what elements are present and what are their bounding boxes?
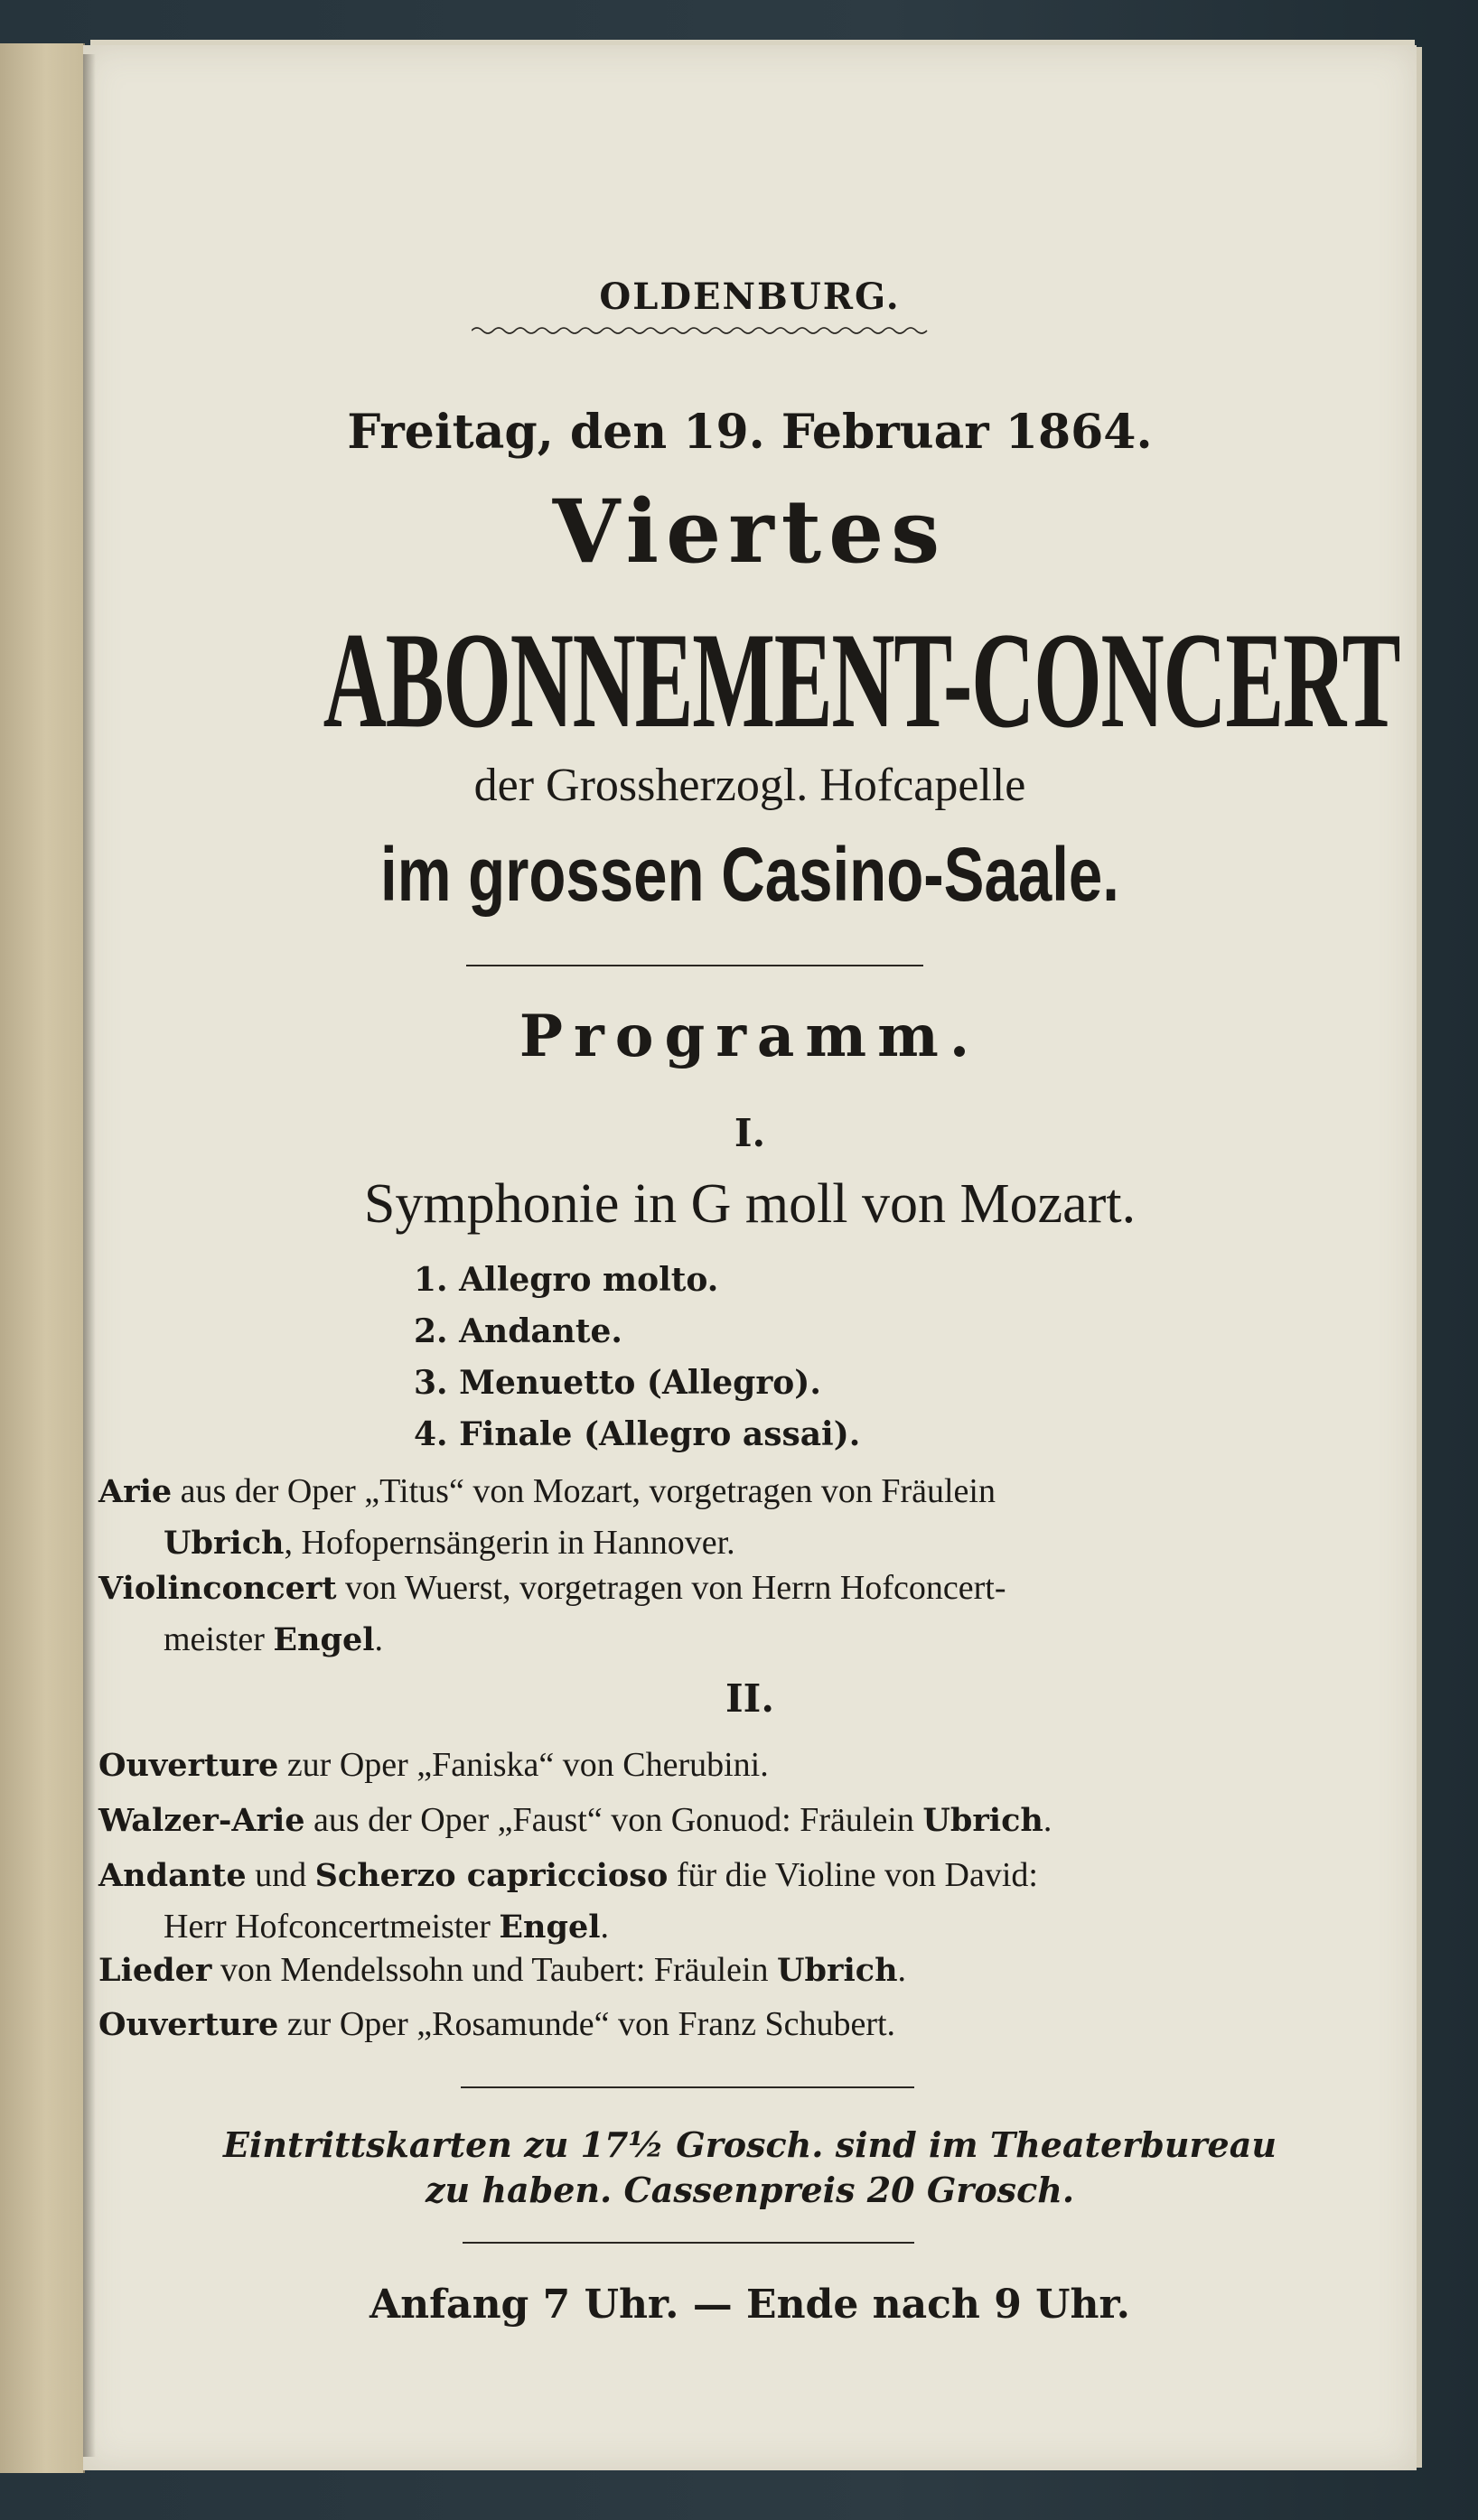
venue-line: im grossen Casino-Saale. xyxy=(380,832,1119,917)
entry-text: zur Oper „Rosamunde“ von Franz Schubert. xyxy=(278,2005,896,2043)
entry-text: , Hofopernsängerin in Hannover. xyxy=(284,1524,735,1562)
movement-item: 3. Menuetto (Allegro). xyxy=(414,1364,821,1402)
entry-line-text xyxy=(98,1466,996,1517)
entry-line xyxy=(98,1466,1228,1517)
ticket-info-line: zu haben. Cassenpreis 20 Grosch. xyxy=(425,2170,1075,2210)
performer-name: Ubrich xyxy=(922,1802,1043,1839)
entry-text: . xyxy=(600,1908,610,1946)
divider-rule xyxy=(461,2086,914,2088)
concert-date: Freitag, den 19. Februar 1864. xyxy=(347,405,1153,460)
entry-title: Scherzo capriccioso xyxy=(314,1857,669,1894)
ticket-info-line: Eintrittskarten zu 17½ Grosch. sind im Theaterbureau xyxy=(223,2124,1277,2165)
entry-text: meister xyxy=(164,1620,274,1658)
concert-title: ABONNEMENT-CONCERT xyxy=(323,604,1400,756)
movement-item: 1. Allegro molto. xyxy=(414,1261,719,1299)
entry-title: Lieder xyxy=(98,1952,212,1989)
entry-text: aus der Oper „Faust“ von Gonuod: Fräulein xyxy=(304,1801,923,1839)
program-entry-violinconcert xyxy=(98,1563,1228,1666)
binding-edge xyxy=(0,43,85,2473)
performer-name: Ubrich xyxy=(777,1952,898,1989)
performer-name: Ubrich xyxy=(164,1525,285,1562)
entry-text: von Mendelssohn und Taubert: Fräulein xyxy=(211,1951,778,1989)
performer-name: Engel xyxy=(273,1621,375,1658)
entry-title: Andante xyxy=(98,1857,247,1894)
start-end-times: Anfang 7 Uhr. — Ende nach 9 Uhr. xyxy=(370,2282,1130,2328)
part-1-number: I. xyxy=(734,1111,766,1155)
movement-item: 2. Andante. xyxy=(414,1312,622,1350)
program-entry-aria xyxy=(98,1466,1228,1569)
entry-continuation xyxy=(98,1614,1228,1666)
concert-program-page xyxy=(83,45,1417,2470)
entry-title: Ouverture xyxy=(98,1747,279,1784)
entry-text: . xyxy=(897,1951,907,1989)
entry-text: von Wuerst, vorgetragen von Herrn Hofconcert- xyxy=(336,1569,1006,1607)
orchestra-line: der Grossherzogl. Hofcapelle xyxy=(473,760,1026,811)
entry-text: aus der Oper „Titus“ von Mozart, vorgetragen von Fräulein xyxy=(172,1472,996,1510)
wavy-underline xyxy=(472,325,932,336)
entry-line xyxy=(98,1563,1228,1614)
entry-text: und xyxy=(246,1856,315,1894)
entry-text: zur Oper „Faniska“ von Cherubini. xyxy=(278,1746,769,1784)
program-entry-lieder xyxy=(98,1945,1228,1996)
entry-continuation xyxy=(98,1517,1228,1569)
program-entry-walzer-arie xyxy=(98,1795,1228,1846)
movement-item: 4. Finale (Allegro assai). xyxy=(414,1415,861,1453)
entry-text: Herr Hofconcertmeister xyxy=(164,1908,500,1946)
entry-text: . xyxy=(1043,1801,1052,1839)
city-title: OLDENBURG. xyxy=(599,275,901,318)
entry-title: Walzer-Arie xyxy=(98,1802,305,1839)
entry-title: Arie xyxy=(98,1473,173,1510)
program-heading: Programm. xyxy=(519,1003,981,1070)
entry-line xyxy=(98,1850,1228,1901)
program-entry-ouverture-rosamunde xyxy=(98,1999,1228,2050)
divider-rule xyxy=(463,2242,914,2244)
performer-name: Engel xyxy=(499,1909,601,1946)
program-entry-ouverture-faniska xyxy=(98,1740,1228,1791)
divider-rule xyxy=(466,965,923,966)
entry-title: Violinconcert xyxy=(98,1570,337,1607)
entry-text: . xyxy=(374,1620,384,1658)
entry-text: für die Violine von David: xyxy=(668,1856,1038,1894)
program-entry-andante-scherzo xyxy=(98,1850,1228,1953)
symphony-title: Symphonie in G moll von Mozart. xyxy=(363,1173,1137,1235)
concert-ordinal: Viertes xyxy=(552,481,948,583)
entry-title: Ouverture xyxy=(98,2006,279,2043)
part-2-number: II. xyxy=(725,1676,774,1721)
